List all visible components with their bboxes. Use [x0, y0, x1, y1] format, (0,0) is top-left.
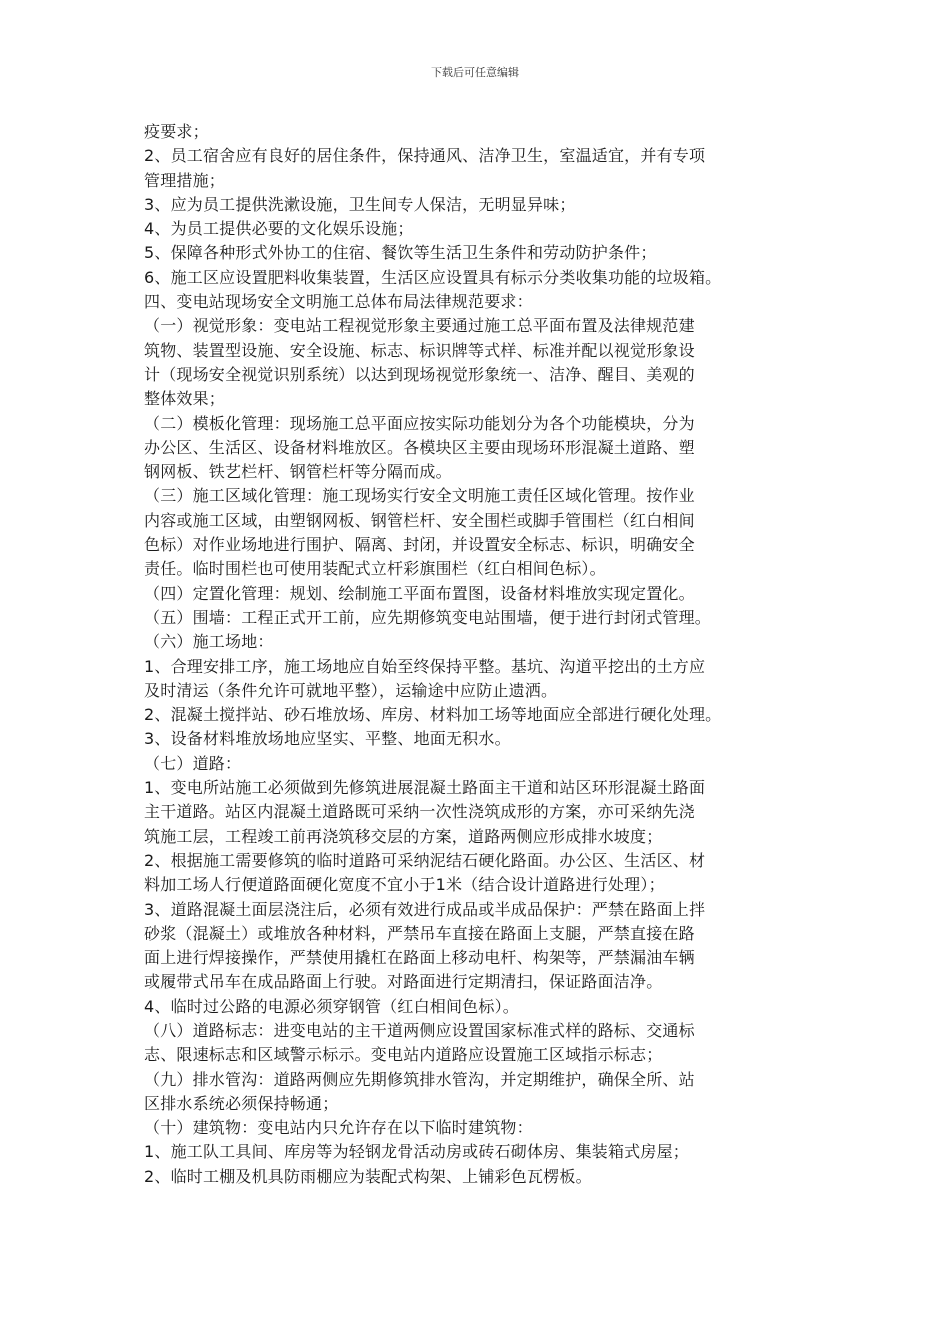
text-line: 2、临时工棚及机具防雨棚应为装配式构架、上铺彩色瓦楞板。	[144, 1166, 592, 1186]
text-line: 钢网板、铁艺栏杆、钢管栏杆等分隔而成。	[144, 462, 452, 482]
text-line: 3、设备材料堆放场地应坚实、平整、地面无积水。	[144, 729, 511, 749]
text-line: 砂浆（混凝土）或堆放各种材料，严禁吊车直接在路面上支腿，严禁直接在路	[144, 923, 695, 943]
text-line: 2、混凝土搅拌站、砂石堆放场、库房、材料加工场等地面应全部进行硬化处理。	[144, 705, 722, 725]
text-line: 计（现场安全视觉识别系统）以达到现场视觉形象统一、洁净、醒目、美观的	[144, 364, 695, 384]
text-line: 疫要求；	[144, 122, 209, 141]
text-line: 料加工场人行便道路面硬化宽度不宜小于1米（结合设计道路进行处理）；	[144, 875, 665, 895]
text-line: 四、变电站现场安全文明施工总体布局法律规范要求：	[144, 292, 533, 312]
text-line: 内容或施工区域，由塑钢网板、钢管栏杆、安全围栏或脚手管围栏（红白相间	[144, 510, 695, 530]
text-line: （十）建筑物：变电站内只允许存在以下临时建筑物：	[144, 1118, 533, 1138]
text-line: （六）施工场地：	[144, 632, 274, 652]
text-line: 区排水系统必须保持畅通；	[144, 1093, 339, 1113]
text-line: 1、合理安排工序，施工场地应自始至终保持平整。基坑、沟道平挖出的土方应	[144, 656, 706, 676]
text-line: 办公区、生活区、设备材料堆放区。各模块区主要由现场环形混凝土道路、塑	[144, 437, 695, 457]
text-line: （五）围墙：工程正式开工前，应先期修筑变电站围墙，便于进行封闭式管理。	[144, 607, 712, 627]
text-line: （八）道路标志：进变电站的主干道两侧应设置国家标准式样的路标、交通标	[144, 1020, 695, 1040]
text-line: （九）排水管沟：道路两侧应先期修筑排水管沟，并定期维护，确保全所、站	[144, 1069, 695, 1089]
text-line: （二）模板化管理：现场施工总平面应按实际功能划分为各个功能模块，分为	[144, 413, 695, 433]
page-header: 下载后可任意编辑	[431, 66, 519, 79]
text-line: 整体效果；	[144, 389, 226, 409]
text-line: 6、施工区应设置肥料收集装置，生活区应设置具有标示分类收集功能的垃圾箱。	[144, 267, 722, 287]
text-line: 4、临时过公路的电源必须穿钢管（红白相间色标）。	[144, 996, 519, 1016]
text-line: 色标）对作业场地进行围护、隔离、封闭，并设置安全标志、标识，明确安全	[144, 535, 695, 555]
text-line: 及时清运（条件允许可就地平整），运输途中应防止遗洒。	[144, 680, 558, 700]
text-line: 4、为员工提供必要的文化娱乐设施；	[144, 219, 414, 239]
text-line: 1、变电所站施工必须做到先修筑进展混凝土路面主干道和站区环形混凝土路面	[144, 778, 706, 798]
text-line: （一）视觉形象：变电站工程视觉形象主要通过施工总平面布置及法律规范建	[144, 316, 695, 336]
text-line: 主干道路。站区内混凝土道路既可采纳一次性浇筑成形的方案，亦可采纳先浇	[144, 802, 695, 822]
text-line: 5、保障各种形式外协工的住宿、餐饮等生活卫生条件和劳动防护条件；	[144, 243, 657, 263]
text-line: 责任。临时围栏也可使用装配式立杆彩旗围栏（红白相间色标）。	[144, 559, 606, 579]
text-line: 志、限速标志和区域警示标示。变电站内道路应设置施工区域指示标志；	[144, 1045, 663, 1065]
text-line: 1、施工队工具间、库房等为轻钢龙骨活动房或砖石砌体房、集装箱式房屋；	[144, 1142, 689, 1162]
text-line: 2、根据施工需要修筑的临时道路可采纳泥结石硬化路面。办公区、生活区、材	[144, 850, 706, 870]
text-line: 3、应为员工提供洗漱设施，卫生间专人保洁，无明显异味；	[144, 194, 576, 214]
text-line: 筑施工层，工程竣工前再浇筑移交层的方案，道路两侧应形成排水坡度；	[144, 826, 663, 846]
text-line: （四）定置化管理：规划、绘制施工平面布置图，设备材料堆放实现定置化。	[144, 583, 695, 603]
text-line: （三）施工区域化管理：施工现场实行安全文明施工责任区域化管理。按作业	[144, 486, 695, 506]
text-line: 或履带式吊车在成品路面上行驶。对路面进行定期清扫，保证路面洁净。	[144, 972, 663, 992]
text-line: 面上进行焊接操作，严禁使用撬杠在路面上移动电杆、构架等，严禁漏油车辆	[144, 948, 695, 968]
document-body	[144, 120, 834, 1189]
text-line: 2、员工宿舍应有良好的居住条件，保持通风、洁净卫生，室温适宜，并有专项	[144, 146, 706, 166]
text-line: 3、道路混凝土面层浇注后，必须有效进行成品或半成品保护：严禁在路面上拌	[144, 899, 706, 919]
text-line: 筑物、装置型设施、安全设施、标志、标识牌等式样、标准并配以视觉形象设	[144, 340, 695, 360]
text-line: （七）道路：	[144, 753, 242, 773]
text-line: 管理措施；	[144, 170, 226, 190]
